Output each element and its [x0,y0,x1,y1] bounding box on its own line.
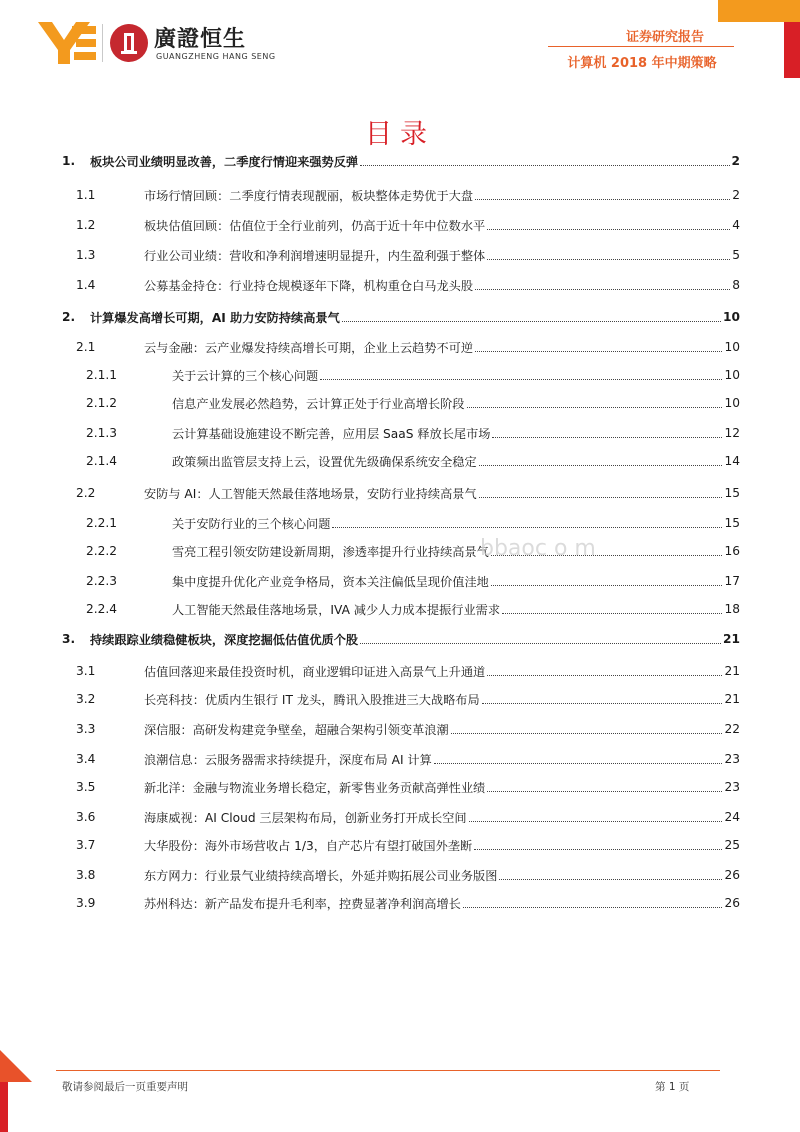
toc-entry-title[interactable]: 长亮科技：优质内生银行 IT 龙头，腾讯入股推进三大战略布局 [144,692,480,707]
toc-leader-dots [475,189,730,200]
toc-title: 目录 [365,119,435,150]
toc-entry[interactable] [86,598,740,620]
toc-entry-title[interactable]: 东方网力：行业景气业绩持续高增长，外延并购拓展公司业务版图 [144,868,498,883]
toc-entry-number: 2.1.2 [86,396,118,410]
corner-decoration-orange [718,0,800,22]
toc-entry-title[interactable]: 板块估值回顾：估值位于全行业前列，仍高于近十年中位数水平 [144,218,486,233]
toc-entry[interactable] [86,392,740,414]
toc-entry-page: 23 [724,780,740,794]
header-divider [548,46,734,47]
toc-leader-dots [467,397,723,408]
toc-entry-page: 16 [724,544,740,558]
toc-entry-page: 21 [723,632,740,646]
toc-entry-page: 26 [724,868,740,882]
toc-entry-page: 12 [724,426,740,440]
toc-entry-title[interactable]: 安防与 AI：人工智能天然最佳落地场景，安防行业持续高景气 [144,486,477,501]
toc-entry-number: 1. [62,154,76,168]
toc-leader-dots [487,665,722,676]
toc-leader-dots [360,633,721,644]
toc-entry-number: 3.5 [76,780,96,794]
toc-entry[interactable] [62,306,740,328]
toc-entry[interactable] [86,422,740,444]
toc-entry[interactable] [62,628,740,650]
toc-entry-number: 3.3 [76,722,96,736]
toc-entry-title[interactable]: 海康威视：AI Cloud 三层架构布局，创新业务打开成长空间 [144,810,467,825]
toc-entry-page: 22 [724,722,740,736]
page-number: 第 1 页 [655,1081,690,1093]
corner-decoration-bottom-left [0,1050,32,1082]
toc-entry[interactable] [86,450,740,472]
watermark: bbaoc o m [480,536,596,561]
toc-entry-number: 1.1 [76,188,96,202]
toc-leader-dots [487,781,722,792]
toc-entry-page: 2 [731,154,740,168]
toc-entry-page: 23 [724,752,740,766]
toc-leader-dots [342,311,721,322]
toc-entry-title[interactable]: 大华股份：海外市场营收占 1/3，自产芯片有望打破国外垄断 [144,838,473,853]
toc-entry-title[interactable]: 人工智能天然最佳落地场景，IVA 减少人力成本提振行业需求 [172,602,501,617]
corner-decoration-red [784,22,800,78]
toc-leader-dots [487,249,730,260]
toc-entry-title[interactable]: 计算爆发高增长可期，AI 助力安防持续高景气 [90,310,340,325]
toc-entry-title[interactable]: 政策频出监管层支持上云，设置优先级确保系统安全稳定 [172,454,477,469]
toc-entry-page: 8 [732,278,740,292]
report-type: 证券研究报告 [625,30,704,45]
toc-entry-number: 2.1.1 [86,368,118,382]
toc-entry-title[interactable]: 苏州科达：新产品发布提升毛利率，控费显著净利润高增长 [144,896,461,911]
toc-entry[interactable] [86,570,740,592]
toc-entry[interactable] [76,214,740,236]
toc-entry-title[interactable]: 估值回落迎来最佳投资时机，商业逻辑印证进入高景气上升通道 [144,664,486,679]
toc-entry-number: 2.1.3 [86,426,118,440]
corner-decoration-bottom-left-bar [0,1082,8,1132]
toc-entry-number: 1.2 [76,218,96,232]
toc-leader-dots [482,693,723,704]
toc-entry-title[interactable]: 板块公司业绩明显改善，二季度行情迎来强势反弹 [90,154,359,169]
brand-name-en: GUANGZHENG HANG SENG [156,52,276,61]
toc-entry-title[interactable]: 关于安防行业的三个核心问题 [172,516,331,531]
toc-entry-title[interactable]: 市场行情回顾：二季度行情表现靓丽，板块整体走势优于大盘 [144,188,474,203]
toc-entry-page: 4 [732,218,740,232]
footer-disclaimer: 敬请参阅最后一页重要声明 [62,1081,188,1093]
toc-entry[interactable] [76,748,740,770]
toc-entry[interactable] [76,718,740,740]
toc-entry-page: 5 [732,248,740,262]
toc-entry-number: 3.2 [76,692,96,706]
toc-entry-number: 2.2.4 [86,602,118,616]
toc-entry-number: 2.1 [76,340,96,354]
toc-entry[interactable] [76,892,740,914]
toc-entry-number: 2.2 [76,486,96,500]
brand-seal-icon [110,24,148,62]
logo-divider [102,24,103,62]
toc-entry-page: 10 [724,368,740,382]
toc-entry-title[interactable]: 集中度提升优化产业竞争格局，资本关注偏低呈现价值洼地 [172,574,489,589]
toc-entry-number: 1.4 [76,278,96,292]
toc-entry-number: 3.9 [76,896,96,910]
toc-entry[interactable] [76,834,740,856]
toc-entry-title[interactable]: 雪亮工程引领安防建设新周期，渗透率提升行业持续高景气 [172,544,489,559]
brand-logo-icon [38,22,98,64]
toc-entry-page: 14 [724,454,740,468]
toc-leader-dots [474,839,722,850]
brand-name-cn: 廣證恒生 [154,27,247,52]
toc-entry-number: 2.2.3 [86,574,118,588]
toc-entry-title[interactable]: 持续跟踪业绩稳健板块，深度挖掘低估值优质个股 [90,632,359,647]
toc-leader-dots [320,369,722,380]
toc-entry-page: 21 [724,692,740,706]
toc-entry-page: 10 [724,340,740,354]
toc-leader-dots [487,219,730,230]
toc-entry[interactable] [86,540,740,562]
toc-entry-page: 24 [724,810,740,824]
toc-entry-page: 18 [724,602,740,616]
toc-entry-title[interactable]: 云计算基础设施建设不断完善，应用层 SaaS 释放长尾市场 [172,426,491,441]
toc-entry[interactable] [76,244,740,266]
toc-entry-number: 3. [62,632,76,646]
toc-entry-page: 2 [732,188,740,202]
toc-entry[interactable] [76,864,740,886]
toc-entry-number: 3.1 [76,664,96,678]
toc-leader-dots [469,811,723,822]
toc-entry[interactable] [76,688,740,710]
toc-leader-dots [491,575,723,586]
toc-entry-page: 25 [724,838,740,852]
toc-entry-title[interactable]: 关于云计算的三个核心问题 [172,368,319,383]
toc-entry-title[interactable]: 云与金融：云产业爆发持续高增长可期，企业上云趋势不可逆 [144,340,474,355]
toc-entry-page: 17 [724,574,740,588]
toc-entry-title[interactable]: 深信服：高研发构建竞争壁垒，超融合架构引领变革浪潮 [144,722,449,737]
toc-entry-page: 15 [724,516,740,530]
toc-leader-dots [475,341,722,352]
toc-leader-dots [479,487,723,498]
toc-entry[interactable] [76,336,740,358]
toc-entry[interactable] [76,482,740,504]
toc-entry[interactable] [62,150,740,172]
toc-entry-number: 3.6 [76,810,96,824]
toc-entry-title[interactable]: 行业公司业绩：营收和净利润增速明显提升，内生盈利强于整体 [144,248,486,263]
toc-leader-dots [451,723,723,734]
report-title: 计算机 2018 年中期策略 [567,56,717,71]
toc-entry-page: 10 [724,396,740,410]
toc-entry-title[interactable]: 新北洋：金融与物流业务增长稳定，新零售业务贡献高弹性业绩 [144,780,486,795]
toc-entry-title[interactable]: 公募基金持仓：行业持仓规模逐年下降，机构重仓白马龙头股 [144,278,474,293]
toc-leader-dots [463,897,723,908]
toc-entry-number: 2.2.1 [86,516,118,530]
toc-leader-dots [499,869,722,880]
toc-entry[interactable] [76,806,740,828]
toc-leader-dots [479,455,723,466]
toc-leader-dots [360,155,729,166]
toc-entry[interactable] [76,274,740,296]
toc-leader-dots [332,517,722,528]
toc-entry-title[interactable]: 浪潮信息：云服务器需求持续提升，深度布局 AI 计算 [144,752,432,767]
toc-entry[interactable] [86,512,740,534]
toc-entry-number: 2.1.4 [86,454,118,468]
toc-entry-number: 2. [62,310,76,324]
toc-entry-number: 3.4 [76,752,96,766]
toc-leader-dots [434,753,723,764]
toc-entry-title[interactable]: 信息产业发展必然趋势，云计算正处于行业高增长阶段 [172,396,465,411]
toc-leader-dots [502,603,722,614]
toc-entry[interactable] [86,364,740,386]
toc-leader-dots [475,279,730,290]
toc-entry[interactable] [76,660,740,682]
toc-entry-number: 3.7 [76,838,96,852]
footer-divider [56,1070,720,1071]
toc-entry-number: 3.8 [76,868,96,882]
toc-entry[interactable] [76,776,740,798]
toc-entry-number: 2.2.2 [86,544,118,558]
toc-entry-page: 15 [724,486,740,500]
toc-entry-page: 26 [724,896,740,910]
toc-entry-page: 10 [723,310,740,324]
toc-entry[interactable] [76,184,740,206]
toc-leader-dots [492,427,722,438]
toc-entry-number: 1.3 [76,248,96,262]
toc-entry-page: 21 [724,664,740,678]
